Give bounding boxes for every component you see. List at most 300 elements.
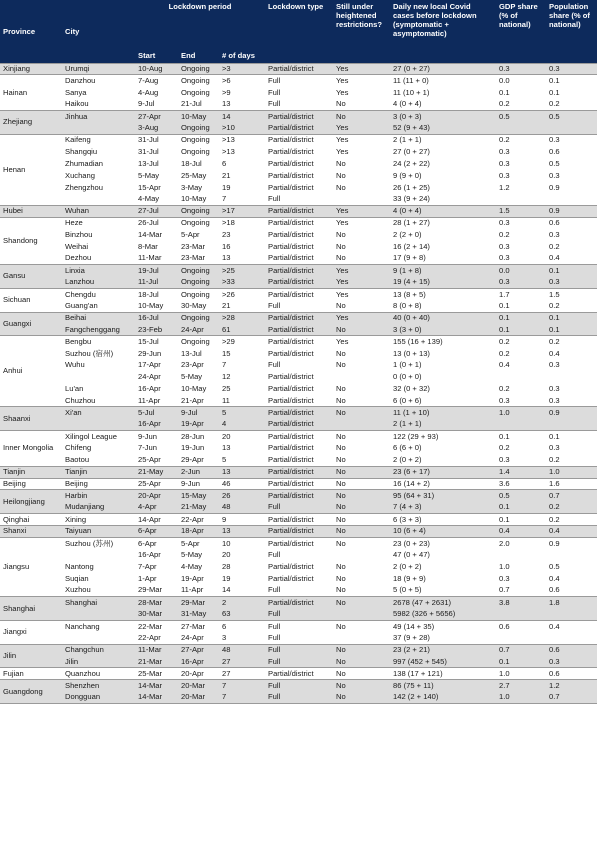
header-city: City xyxy=(62,0,135,63)
cases-cell: 4 (0 + 4) xyxy=(390,205,496,217)
cases-cell: 997 (452 + 545) xyxy=(390,656,496,668)
gdp-share-cell: 0.7 xyxy=(496,585,546,597)
cases-cell: 40 (0 + 40) xyxy=(390,312,496,324)
table-row xyxy=(0,478,597,490)
header-population-share: Population share (% of national) xyxy=(546,0,597,63)
table-row xyxy=(0,668,597,680)
still-restricted-cell: Yes xyxy=(333,312,390,324)
still-restricted-cell: No xyxy=(333,431,390,443)
start-cell: 25-Apr xyxy=(135,454,178,466)
lockdown-type-cell: Full xyxy=(265,585,333,597)
population-share-cell: 0.6 xyxy=(546,585,597,597)
city-cell: Beihai xyxy=(62,312,135,324)
table-row xyxy=(0,110,597,122)
city-cell: Xi'an xyxy=(62,407,135,419)
header-lockdown-period: Lockdown period xyxy=(135,0,265,41)
city-cell: Shanghai xyxy=(62,597,135,609)
population-share-cell: 1.5 xyxy=(546,288,597,300)
table-row xyxy=(0,419,597,431)
table-row xyxy=(0,454,597,466)
still-restricted-cell: No xyxy=(333,454,390,466)
city-cell: Nantong xyxy=(62,561,135,573)
lockdown-type-cell: Partial/district xyxy=(265,395,333,407)
province-group xyxy=(0,620,597,644)
gdp-share-cell: 1.5 xyxy=(496,205,546,217)
population-share-cell: 0.2 xyxy=(546,336,597,348)
city-cell: Harbin xyxy=(62,490,135,502)
lockdown-type-cell: Full xyxy=(265,656,333,668)
start-cell: 19-Jul xyxy=(135,265,178,277)
gdp-share-cell: 0.3 xyxy=(496,395,546,407)
population-share-cell: 0.3 xyxy=(546,359,597,371)
population-share-cell xyxy=(546,609,597,621)
table-row xyxy=(0,632,597,644)
start-cell: 30-Mar xyxy=(135,609,178,621)
days-cell: 48 xyxy=(219,502,265,514)
start-cell: 7-Aug xyxy=(135,75,178,87)
end-cell: 5-Apr xyxy=(178,229,219,241)
days-cell: 46 xyxy=(219,478,265,490)
table-row xyxy=(0,75,597,87)
gdp-share-cell: 1.4 xyxy=(496,466,546,478)
lockdown-type-cell: Partial/district xyxy=(265,324,333,336)
province-group xyxy=(0,407,597,431)
header-days: # of days xyxy=(219,41,265,63)
population-share-cell: 0.4 xyxy=(546,253,597,265)
still-restricted-cell: Yes xyxy=(333,276,390,288)
population-share-cell: 0.3 xyxy=(546,229,597,241)
cases-cell: 16 (14 + 2) xyxy=(390,478,496,490)
days-cell: >25 xyxy=(219,265,265,277)
start-cell: 31-Jul xyxy=(135,134,178,146)
gdp-share-cell: 0.3 xyxy=(496,146,546,158)
still-restricted-cell: Yes xyxy=(333,205,390,217)
start-cell: 16-Jul xyxy=(135,312,178,324)
start-cell: 4-Apr xyxy=(135,502,178,514)
cases-cell: 27 (0 + 27) xyxy=(390,63,496,75)
still-restricted-cell: No xyxy=(333,158,390,170)
still-restricted-cell: No xyxy=(333,585,390,597)
city-cell: Xilingol League xyxy=(62,431,135,443)
table-row xyxy=(0,680,597,692)
province-cell: Shaanxi xyxy=(0,407,62,431)
population-share-cell: 0.5 xyxy=(546,110,597,122)
end-cell: 27-Mar xyxy=(178,620,219,632)
start-cell: 13-Jul xyxy=(135,158,178,170)
days-cell: >17 xyxy=(219,205,265,217)
end-cell: 11-Apr xyxy=(178,585,219,597)
lockdown-type-cell: Partial/district xyxy=(265,466,333,478)
end-cell: 23-Apr xyxy=(178,359,219,371)
table-row xyxy=(0,359,597,371)
end-cell: Ongoing xyxy=(178,63,219,75)
province-cell: Heilongjiang xyxy=(0,490,62,514)
start-cell: 22-Apr xyxy=(135,632,178,644)
cases-cell: 3 (3 + 0) xyxy=(390,324,496,336)
days-cell: 2 xyxy=(219,597,265,609)
days-cell: 13 xyxy=(219,526,265,538)
population-share-cell: 0.2 xyxy=(546,502,597,514)
lockdown-type-cell: Partial/district xyxy=(265,371,333,383)
still-restricted-cell: No xyxy=(333,110,390,122)
end-cell: 15-May xyxy=(178,490,219,502)
table-row xyxy=(0,644,597,656)
population-share-cell xyxy=(546,549,597,561)
city-cell: Wuhan xyxy=(62,205,135,217)
cases-cell: 5 (0 + 5) xyxy=(390,585,496,597)
cases-cell: 17 (9 + 8) xyxy=(390,253,496,265)
days-cell: 13 xyxy=(219,466,265,478)
table-row xyxy=(0,431,597,443)
lockdown-type-cell: Partial/district xyxy=(265,205,333,217)
province-cell: Jiangxi xyxy=(0,620,62,644)
city-cell: Suzhou (宿州) xyxy=(62,348,135,360)
table-row xyxy=(0,229,597,241)
table-row xyxy=(0,443,597,455)
start-cell: 4-Aug xyxy=(135,87,178,99)
city-cell: Chuzhou xyxy=(62,395,135,407)
gdp-share-cell: 0.1 xyxy=(496,324,546,336)
gdp-share-cell: 0.3 xyxy=(496,241,546,253)
cases-cell: 13 (8 + 5) xyxy=(390,288,496,300)
city-cell: Shenzhen xyxy=(62,680,135,692)
still-restricted-cell: No xyxy=(333,443,390,455)
population-share-cell: 0.2 xyxy=(546,241,597,253)
header-still-restricted: Still under heightened restrictions? xyxy=(333,0,390,63)
city-cell: Xuchang xyxy=(62,170,135,182)
end-cell: 24-Apr xyxy=(178,632,219,644)
still-restricted-cell: No xyxy=(333,573,390,585)
table-row xyxy=(0,585,597,597)
start-cell: 11-Jul xyxy=(135,276,178,288)
start-cell: 14-Apr xyxy=(135,514,178,526)
end-cell: 20-Apr xyxy=(178,668,219,680)
still-restricted-cell: No xyxy=(333,502,390,514)
city-cell: Lanzhou xyxy=(62,276,135,288)
start-cell: 15-Apr xyxy=(135,182,178,194)
still-restricted-cell: No xyxy=(333,561,390,573)
gdp-share-cell: 0.1 xyxy=(496,514,546,526)
end-cell: Ongoing xyxy=(178,265,219,277)
table-row xyxy=(0,312,597,324)
still-restricted-cell: No xyxy=(333,692,390,704)
cases-cell: 23 (6 + 17) xyxy=(390,466,496,478)
lockdown-type-cell: Full xyxy=(265,359,333,371)
start-cell: 24-Apr xyxy=(135,371,178,383)
cases-cell: 138 (17 + 121) xyxy=(390,668,496,680)
gdp-share-cell xyxy=(496,419,546,431)
city-cell: Urumqi xyxy=(62,63,135,75)
days-cell: 7 xyxy=(219,193,265,205)
days-cell: >13 xyxy=(219,134,265,146)
cases-cell: 6 (0 + 6) xyxy=(390,395,496,407)
days-cell: 6 xyxy=(219,620,265,632)
province-cell: Fujian xyxy=(0,668,62,680)
days-cell: 61 xyxy=(219,324,265,336)
days-cell: 14 xyxy=(219,110,265,122)
gdp-share-cell: 0.1 xyxy=(496,312,546,324)
end-cell: 2-Jun xyxy=(178,466,219,478)
lockdown-type-cell: Full xyxy=(265,644,333,656)
start-cell: 10-Aug xyxy=(135,63,178,75)
city-cell: Dongguan xyxy=(62,692,135,704)
days-cell: >28 xyxy=(219,312,265,324)
cases-cell: 2 (0 + 2) xyxy=(390,454,496,466)
city-cell: Danzhou xyxy=(62,75,135,87)
end-cell: Ongoing xyxy=(178,146,219,158)
population-share-cell: 0.7 xyxy=(546,490,597,502)
city-cell: Mudanjiang xyxy=(62,502,135,514)
province-group xyxy=(0,75,597,111)
lockdown-type-cell: Partial/district xyxy=(265,561,333,573)
days-cell: 48 xyxy=(219,644,265,656)
province-cell: Anhui xyxy=(0,336,62,407)
days-cell: 19 xyxy=(219,182,265,194)
end-cell: 5-Apr xyxy=(178,537,219,549)
city-cell: Tianjin xyxy=(62,466,135,478)
lockdown-type-cell: Partial/district xyxy=(265,537,333,549)
lockdown-type-cell: Full xyxy=(265,300,333,312)
city-cell: Fangchenggang xyxy=(62,324,135,336)
table-row xyxy=(0,383,597,395)
cases-cell: 11 (1 + 10) xyxy=(390,407,496,419)
end-cell: 19-Apr xyxy=(178,419,219,431)
start-cell: 20-Apr xyxy=(135,490,178,502)
gdp-share-cell: 0.2 xyxy=(496,348,546,360)
still-restricted-cell: No xyxy=(333,170,390,182)
gdp-share-cell: 0.7 xyxy=(496,644,546,656)
start-cell: 9-Jul xyxy=(135,99,178,111)
days-cell: 7 xyxy=(219,359,265,371)
still-restricted-cell: No xyxy=(333,229,390,241)
days-cell: 16 xyxy=(219,241,265,253)
still-restricted-cell xyxy=(333,193,390,205)
gdp-share-cell: 0.3 xyxy=(496,63,546,75)
still-restricted-cell: No xyxy=(333,597,390,609)
days-cell: >9 xyxy=(219,87,265,99)
table-row xyxy=(0,371,597,383)
days-cell: >3 xyxy=(219,63,265,75)
lockdown-type-cell: Partial/district xyxy=(265,454,333,466)
population-share-cell: 0.6 xyxy=(546,217,597,229)
still-restricted-cell: No xyxy=(333,182,390,194)
end-cell: 4-May xyxy=(178,561,219,573)
population-share-cell: 0.5 xyxy=(546,561,597,573)
province-cell: Jilin xyxy=(0,644,62,668)
cases-cell: 0 (0 + 0) xyxy=(390,371,496,383)
province-group xyxy=(0,597,597,621)
cases-cell: 2 (1 + 1) xyxy=(390,419,496,431)
days-cell: 21 xyxy=(219,300,265,312)
days-cell: >18 xyxy=(219,217,265,229)
gdp-share-cell: 0.3 xyxy=(496,454,546,466)
province-group xyxy=(0,134,597,205)
cases-cell: 24 (2 + 22) xyxy=(390,158,496,170)
lockdown-type-cell: Partial/district xyxy=(265,383,333,395)
gdp-share-cell: 0.3 xyxy=(496,170,546,182)
start-cell: 4-May xyxy=(135,193,178,205)
days-cell: >26 xyxy=(219,288,265,300)
end-cell: Ongoing xyxy=(178,134,219,146)
header-end: End xyxy=(178,41,219,63)
cases-cell: 9 (1 + 8) xyxy=(390,265,496,277)
end-cell: 22-Apr xyxy=(178,514,219,526)
days-cell: >10 xyxy=(219,122,265,134)
city-cell: Suqian xyxy=(62,573,135,585)
lockdown-type-cell: Partial/district xyxy=(265,431,333,443)
lockdown-type-cell: Partial/district xyxy=(265,158,333,170)
lockdown-type-cell: Full xyxy=(265,502,333,514)
lockdown-type-cell: Full xyxy=(265,75,333,87)
lockdown-type-cell: Partial/district xyxy=(265,490,333,502)
population-share-cell: 0.3 xyxy=(546,443,597,455)
gdp-share-cell: 0.4 xyxy=(496,526,546,538)
still-restricted-cell: Yes xyxy=(333,134,390,146)
table-row xyxy=(0,253,597,265)
province-cell: Qinghai xyxy=(0,514,62,526)
start-cell: 26-Jul xyxy=(135,217,178,229)
end-cell: Ongoing xyxy=(178,75,219,87)
still-restricted-cell: No xyxy=(333,537,390,549)
city-cell: Wuhu xyxy=(62,359,135,371)
province-group xyxy=(0,288,597,312)
table-row xyxy=(0,336,597,348)
gdp-share-cell: 0.3 xyxy=(496,276,546,288)
province-group xyxy=(0,336,597,407)
still-restricted-cell: No xyxy=(333,383,390,395)
still-restricted-cell: No xyxy=(333,348,390,360)
days-cell: 7 xyxy=(219,692,265,704)
days-cell: 12 xyxy=(219,371,265,383)
gdp-share-cell: 0.1 xyxy=(496,431,546,443)
city-cell: Xuzhou xyxy=(62,585,135,597)
days-cell: 20 xyxy=(219,549,265,561)
population-share-cell: 1.0 xyxy=(546,466,597,478)
lockdown-type-cell: Partial/district xyxy=(265,312,333,324)
table-row xyxy=(0,395,597,407)
province-group xyxy=(0,431,597,467)
table-row xyxy=(0,217,597,229)
city-cell: Jilin xyxy=(62,656,135,668)
table-row xyxy=(0,146,597,158)
end-cell: 5-May xyxy=(178,371,219,383)
gdp-share-cell: 1.0 xyxy=(496,561,546,573)
province-cell: Xinjiang xyxy=(0,63,62,75)
still-restricted-cell: No xyxy=(333,656,390,668)
start-cell: 29-Mar xyxy=(135,585,178,597)
city-cell: Nanchang xyxy=(62,620,135,632)
table-row xyxy=(0,620,597,632)
table-row xyxy=(0,158,597,170)
lockdown-type-cell: Partial/district xyxy=(265,443,333,455)
lockdown-type-cell: Partial/district xyxy=(265,146,333,158)
province-group xyxy=(0,466,597,478)
end-cell: 29-Mar xyxy=(178,597,219,609)
still-restricted-cell: No xyxy=(333,668,390,680)
end-cell: 18-Apr xyxy=(178,526,219,538)
table-row xyxy=(0,87,597,99)
days-cell: 27 xyxy=(219,668,265,680)
still-restricted-cell: Yes xyxy=(333,146,390,158)
province-group xyxy=(0,526,597,538)
start-cell: 25-Mar xyxy=(135,668,178,680)
end-cell: 27-Apr xyxy=(178,644,219,656)
table-row xyxy=(0,656,597,668)
end-cell: 23-Mar xyxy=(178,253,219,265)
end-cell: 10-May xyxy=(178,110,219,122)
province-cell: Shanghai xyxy=(0,597,62,621)
still-restricted-cell: Yes xyxy=(333,288,390,300)
days-cell: 19 xyxy=(219,573,265,585)
days-cell: 15 xyxy=(219,348,265,360)
cases-cell: 4 (0 + 4) xyxy=(390,99,496,111)
days-cell: 4 xyxy=(219,419,265,431)
days-cell: 9 xyxy=(219,514,265,526)
end-cell: 24-Apr xyxy=(178,324,219,336)
end-cell: 13-Jul xyxy=(178,348,219,360)
city-cell: Xining xyxy=(62,514,135,526)
cases-cell: 2 (1 + 1) xyxy=(390,134,496,146)
gdp-share-cell: 0.2 xyxy=(496,134,546,146)
header-start: Start xyxy=(135,41,178,63)
still-restricted-cell xyxy=(333,609,390,621)
gdp-share-cell: 0.2 xyxy=(496,229,546,241)
lockdown-type-cell: Partial/district xyxy=(265,478,333,490)
end-cell: Ongoing xyxy=(178,217,219,229)
start-cell: 7-Jun xyxy=(135,443,178,455)
population-share-cell: 0.1 xyxy=(546,75,597,87)
days-cell: 6 xyxy=(219,158,265,170)
end-cell: 29-Apr xyxy=(178,454,219,466)
still-restricted-cell: No xyxy=(333,241,390,253)
city-cell: Changchun xyxy=(62,644,135,656)
table-row xyxy=(0,265,597,277)
population-share-cell xyxy=(546,632,597,644)
cases-cell: 27 (0 + 27) xyxy=(390,146,496,158)
cases-cell: 37 (9 + 28) xyxy=(390,632,496,644)
end-cell: Ongoing xyxy=(178,288,219,300)
still-restricted-cell: Yes xyxy=(333,87,390,99)
days-cell: 11 xyxy=(219,395,265,407)
gdp-share-cell: 1.0 xyxy=(496,668,546,680)
population-share-cell: 0.3 xyxy=(546,170,597,182)
start-cell: 22-Mar xyxy=(135,620,178,632)
city-cell: Sanya xyxy=(62,87,135,99)
gdp-share-cell xyxy=(496,632,546,644)
city-cell: Taiyuan xyxy=(62,526,135,538)
gdp-share-cell: 0.2 xyxy=(496,336,546,348)
province-cell: Jiangsu xyxy=(0,537,62,596)
province-group xyxy=(0,110,597,134)
still-restricted-cell xyxy=(333,549,390,561)
end-cell: Ongoing xyxy=(178,122,219,134)
population-share-cell: 0.6 xyxy=(546,146,597,158)
gdp-share-cell: 1.2 xyxy=(496,182,546,194)
cases-cell: 6 (3 + 3) xyxy=(390,514,496,526)
population-share-cell: 0.6 xyxy=(546,644,597,656)
city-cell: Jinhua xyxy=(62,110,135,122)
days-cell: 27 xyxy=(219,656,265,668)
start-cell: 9-Jun xyxy=(135,431,178,443)
province-cell: Guangxi xyxy=(0,312,62,336)
lockdown-type-cell: Partial/district xyxy=(265,63,333,75)
still-restricted-cell: No xyxy=(333,526,390,538)
gdp-share-cell: 3.8 xyxy=(496,597,546,609)
days-cell: >29 xyxy=(219,336,265,348)
gdp-share-cell: 0.0 xyxy=(496,75,546,87)
start-cell: 29-Jun xyxy=(135,348,178,360)
population-share-cell: 0.2 xyxy=(546,99,597,111)
